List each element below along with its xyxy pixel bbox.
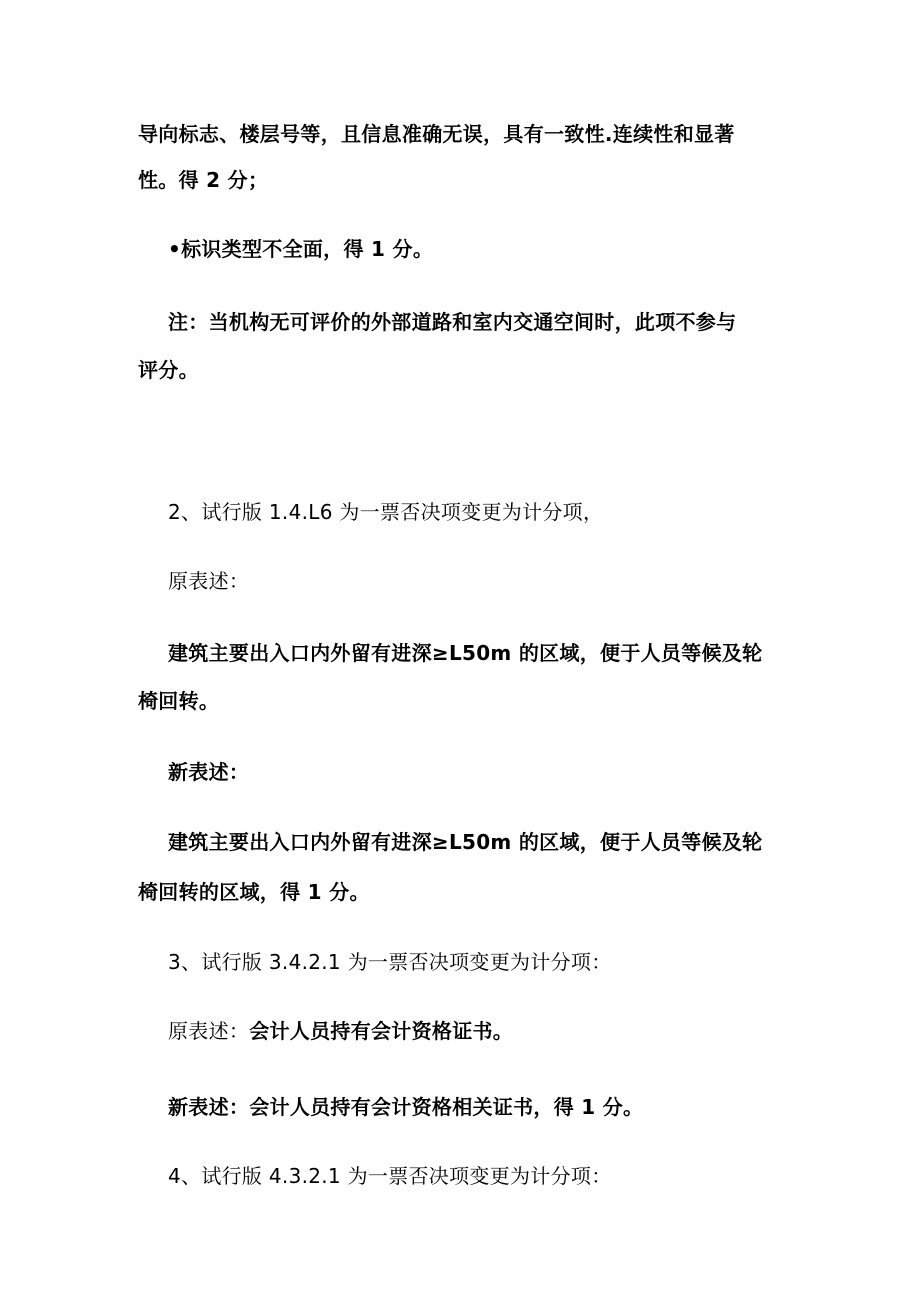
new-text-line: 建筑主要出入口内外留有进深≥L50m 的区域，便于人员等候及轮 xyxy=(168,830,763,854)
item-heading: 4、试行版 4.3.2.1 为一票否决项变更为计分项： xyxy=(168,1164,612,1188)
original-statement xyxy=(168,1018,513,1044)
new-statement xyxy=(168,1094,643,1120)
original-text-line: 椅回转。 xyxy=(138,689,220,713)
item-heading: 2、试行版 1.4.L6 为一票否决项变更为计分项， xyxy=(168,500,604,524)
original-label: 原表述： xyxy=(168,569,250,593)
new-text-line: 椅回转的区域，得 1 分。 xyxy=(138,880,370,904)
bullet-line: •标识类型不全面，得 1 分。 xyxy=(168,237,434,261)
new-statement-text: 会计人员持有会计资格相关证书，得 1 分。 xyxy=(249,1095,644,1119)
original-text-line: 建筑主要出入口内外留有进深≥L50m 的区域，便于人员等候及轮 xyxy=(168,641,763,665)
new-prefix: 新表述： xyxy=(168,1095,250,1119)
note-line: 注：当机构无可评价的外部道路和室内交通空间时，此项不参与 xyxy=(168,310,737,334)
note-line: 评分。 xyxy=(138,358,199,382)
new-label: 新表述： xyxy=(168,760,250,784)
original-prefix: 原表述： xyxy=(168,1019,250,1043)
paragraph-line: 性。得 2 分； xyxy=(138,168,269,192)
original-statement-text: 会计人员持有会计资格证书。 xyxy=(249,1019,514,1043)
paragraph-line: 导向标志、楼层号等，且信息准确无误，具有一致性.连续性和显著 xyxy=(138,122,735,146)
item-heading: 3、试行版 3.4.2.1 为一票否决项变更为计分项： xyxy=(168,950,612,974)
